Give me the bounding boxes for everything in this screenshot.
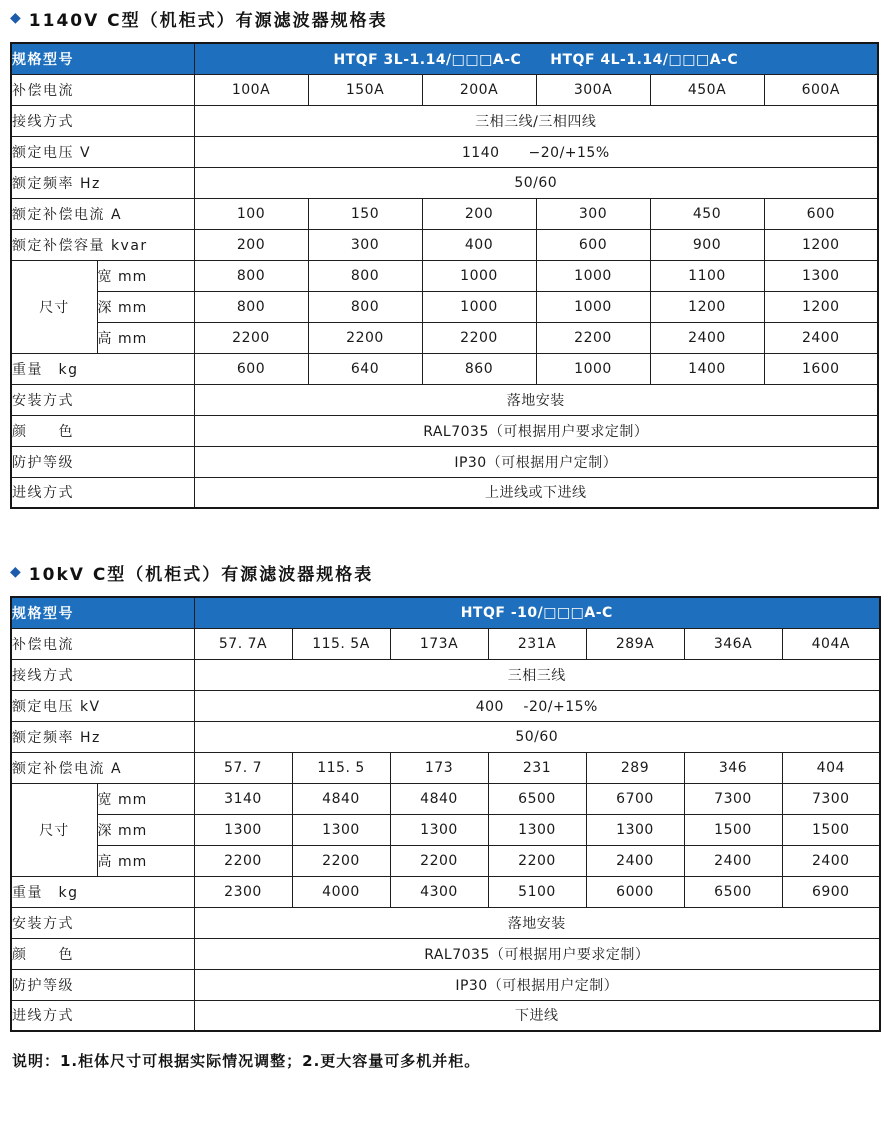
value-cell: 4000 xyxy=(292,876,390,907)
value-cell: 600 xyxy=(536,229,650,260)
value-cell: IP30（可根据用户定制） xyxy=(194,446,878,477)
value-cell: 800 xyxy=(308,260,422,291)
value-cell: 1000 xyxy=(536,353,650,384)
value-cell: 2200 xyxy=(390,845,488,876)
value-cell: 2400 xyxy=(650,322,764,353)
header-label-cell: 规格型号 xyxy=(11,597,194,628)
value-cell: 上进线或下进线 xyxy=(194,477,878,508)
value-cell: 50/60 xyxy=(194,721,880,752)
table-row xyxy=(11,659,880,690)
value-cell: 2400 xyxy=(782,845,880,876)
table-row xyxy=(11,814,880,845)
row-label-cell: 额定电压 kV xyxy=(11,690,194,721)
value-cell: 289 xyxy=(586,752,684,783)
table-row xyxy=(11,721,880,752)
row-label-cell: 补偿电流 xyxy=(11,74,194,105)
value-cell: 100A xyxy=(194,74,308,105)
row-label-cell: 防护等级 xyxy=(11,969,194,1000)
table-row xyxy=(11,167,878,198)
value-cell: 2200 xyxy=(422,322,536,353)
value-cell: 231 xyxy=(488,752,586,783)
table-row xyxy=(11,446,878,477)
dimension-sub-label-cell: 高 mm xyxy=(97,845,194,876)
diamond-bullet-icon: ◆ xyxy=(10,9,21,26)
row-label-cell: 重量 kg xyxy=(11,876,194,907)
value-cell: 2200 xyxy=(194,322,308,353)
row-label-cell: 进线方式 xyxy=(11,1000,194,1031)
value-cell: 346 xyxy=(684,752,782,783)
value-cell: 落地安装 xyxy=(194,384,878,415)
value-cell: 400 -20/+15% xyxy=(194,690,880,721)
value-cell: 2200 xyxy=(488,845,586,876)
row-label-cell: 颜 色 xyxy=(11,415,194,446)
value-cell: 6000 xyxy=(586,876,684,907)
table-row xyxy=(11,938,880,969)
row-label-cell: 安装方式 xyxy=(11,907,194,938)
value-cell: 7300 xyxy=(782,783,880,814)
value-cell: 115. 5 xyxy=(292,752,390,783)
table-row xyxy=(11,291,878,322)
table-row xyxy=(11,136,878,167)
table-row xyxy=(11,353,878,384)
row-label-cell: 额定频率 Hz xyxy=(11,167,194,198)
value-cell: 231A xyxy=(488,628,586,659)
dimension-group-label-cell: 尺寸 xyxy=(11,783,97,876)
value-cell: 2200 xyxy=(292,845,390,876)
value-cell: 200 xyxy=(194,229,308,260)
table-row xyxy=(11,105,878,136)
value-cell: 2400 xyxy=(764,322,878,353)
section-spacer xyxy=(10,509,878,556)
value-cell: 2400 xyxy=(586,845,684,876)
dimension-sub-label-cell: 高 mm xyxy=(97,322,194,353)
value-cell: 6500 xyxy=(684,876,782,907)
value-cell: 404A xyxy=(782,628,880,659)
diamond-bullet-icon: ◆ xyxy=(10,563,21,580)
value-cell: 57. 7A xyxy=(194,628,292,659)
value-cell: 400 xyxy=(422,229,536,260)
value-cell: 200A xyxy=(422,74,536,105)
value-cell: 1300 xyxy=(764,260,878,291)
value-cell: 1400 xyxy=(650,353,764,384)
value-cell: 1300 xyxy=(586,814,684,845)
table-row xyxy=(11,415,878,446)
value-cell: 1200 xyxy=(764,229,878,260)
table-row xyxy=(11,969,880,1000)
table-row xyxy=(11,752,880,783)
value-cell: 2200 xyxy=(194,845,292,876)
value-cell: 6900 xyxy=(782,876,880,907)
value-cell: 7300 xyxy=(684,783,782,814)
table-row xyxy=(11,384,878,415)
value-cell: 200 xyxy=(422,198,536,229)
model-header-cell: HTQF -10/□□□A-C xyxy=(194,597,880,628)
table-row xyxy=(11,322,878,353)
table-row xyxy=(11,597,880,628)
value-cell: 600A xyxy=(764,74,878,105)
value-cell: RAL7035（可根据用户要求定制） xyxy=(194,938,880,969)
value-cell: 300A xyxy=(536,74,650,105)
value-cell: 4840 xyxy=(292,783,390,814)
value-cell: 5100 xyxy=(488,876,586,907)
row-label-cell: 额定频率 Hz xyxy=(11,721,194,752)
value-cell: 150A xyxy=(308,74,422,105)
table-row xyxy=(11,876,880,907)
value-cell: 800 xyxy=(194,291,308,322)
section-title-10kv xyxy=(10,560,878,585)
value-cell: 300 xyxy=(536,198,650,229)
value-cell: 289A xyxy=(586,628,684,659)
value-cell: 860 xyxy=(422,353,536,384)
value-cell: 落地安装 xyxy=(194,907,880,938)
row-label-cell: 防护等级 xyxy=(11,446,194,477)
value-cell: 1100 xyxy=(650,260,764,291)
value-cell: 3140 xyxy=(194,783,292,814)
value-cell: 1500 xyxy=(684,814,782,845)
model-header-cell: HTQF 3L-1.14/□□□A-C HTQF 4L-1.14/□□□A-C xyxy=(194,43,878,74)
row-label-cell: 颜 色 xyxy=(11,938,194,969)
value-cell: 173 xyxy=(390,752,488,783)
row-label-cell: 接线方式 xyxy=(11,659,194,690)
row-label-cell: 安装方式 xyxy=(11,384,194,415)
table-row xyxy=(11,74,878,105)
value-cell: 1000 xyxy=(536,291,650,322)
value-cell: 2200 xyxy=(308,322,422,353)
value-cell: RAL7035（可根据用户要求定制） xyxy=(194,415,878,446)
value-cell: 404 xyxy=(782,752,880,783)
value-cell: 300 xyxy=(308,229,422,260)
section-title-text: 1140V C型（机柜式）有源滤波器规格表 xyxy=(28,11,388,31)
value-cell: 1300 xyxy=(194,814,292,845)
section-10kv xyxy=(10,560,878,1032)
value-cell: 6700 xyxy=(586,783,684,814)
value-cell: 57. 7 xyxy=(194,752,292,783)
value-cell: 三相三线 xyxy=(194,659,880,690)
value-cell: 640 xyxy=(308,353,422,384)
table-row xyxy=(11,229,878,260)
value-cell: 4300 xyxy=(390,876,488,907)
table-row xyxy=(11,690,880,721)
value-cell: 450 xyxy=(650,198,764,229)
value-cell: 1300 xyxy=(292,814,390,845)
value-cell: 2300 xyxy=(194,876,292,907)
value-cell: 下进线 xyxy=(194,1000,880,1031)
value-cell: 450A xyxy=(650,74,764,105)
spec-table xyxy=(10,596,881,1032)
value-cell: 150 xyxy=(308,198,422,229)
value-cell: 1140 −20/+15% xyxy=(194,136,878,167)
row-label-cell: 进线方式 xyxy=(11,477,194,508)
table-row xyxy=(11,907,880,938)
value-cell: 173A xyxy=(390,628,488,659)
section-title-text: 10kV C型（机柜式）有源滤波器规格表 xyxy=(28,565,374,585)
value-cell: 2400 xyxy=(684,845,782,876)
value-cell: 6500 xyxy=(488,783,586,814)
value-cell: 1500 xyxy=(782,814,880,845)
header-label-cell: 规格型号 xyxy=(11,43,194,74)
row-label-cell: 接线方式 xyxy=(11,105,194,136)
value-cell: 1000 xyxy=(422,260,536,291)
dimension-sub-label-cell: 深 mm xyxy=(97,814,194,845)
value-cell: IP30（可根据用户定制） xyxy=(194,969,880,1000)
value-cell: 600 xyxy=(194,353,308,384)
value-cell: 1000 xyxy=(422,291,536,322)
value-cell: 1300 xyxy=(488,814,586,845)
value-cell: 800 xyxy=(308,291,422,322)
value-cell: 115. 5A xyxy=(292,628,390,659)
row-label-cell: 补偿电流 xyxy=(11,628,194,659)
dimension-sub-label-cell: 宽 mm xyxy=(97,783,194,814)
row-label-cell: 额定补偿电流 A xyxy=(11,198,194,229)
value-cell: 三相三线/三相四线 xyxy=(194,105,878,136)
dimension-sub-label-cell: 宽 mm xyxy=(97,260,194,291)
value-cell: 1000 xyxy=(536,260,650,291)
value-cell: 100 xyxy=(194,198,308,229)
value-cell: 600 xyxy=(764,198,878,229)
table-row xyxy=(11,260,878,291)
spec-table-1140v xyxy=(10,42,878,509)
table-row xyxy=(11,783,880,814)
section-title-1140v xyxy=(10,6,878,31)
value-cell: 1300 xyxy=(390,814,488,845)
value-cell: 1200 xyxy=(650,291,764,322)
value-cell: 346A xyxy=(684,628,782,659)
table-row xyxy=(11,628,880,659)
footnote: 说明：1.柜体尺寸可根据实际情况调整；2.更大容量可多机并柜。 xyxy=(12,1052,481,1070)
value-cell: 4840 xyxy=(390,783,488,814)
spec-table-10kv xyxy=(10,596,878,1032)
dimension-group-label-cell: 尺寸 xyxy=(11,260,97,353)
table-row xyxy=(11,1000,880,1031)
value-cell: 800 xyxy=(194,260,308,291)
row-label-cell: 额定电压 V xyxy=(11,136,194,167)
section-1140v xyxy=(10,6,878,509)
spec-table xyxy=(10,42,879,509)
value-cell: 50/60 xyxy=(194,167,878,198)
value-cell: 900 xyxy=(650,229,764,260)
row-label-cell: 额定补偿电流 A xyxy=(11,752,194,783)
value-cell: 1600 xyxy=(764,353,878,384)
value-cell: 1200 xyxy=(764,291,878,322)
table-row xyxy=(11,845,880,876)
row-label-cell: 额定补偿容量 kvar xyxy=(11,229,194,260)
table-row xyxy=(11,198,878,229)
table-row xyxy=(11,477,878,508)
row-label-cell: 重量 kg xyxy=(11,353,194,384)
value-cell: 2200 xyxy=(536,322,650,353)
dimension-sub-label-cell: 深 mm xyxy=(97,291,194,322)
table-row xyxy=(11,43,878,74)
